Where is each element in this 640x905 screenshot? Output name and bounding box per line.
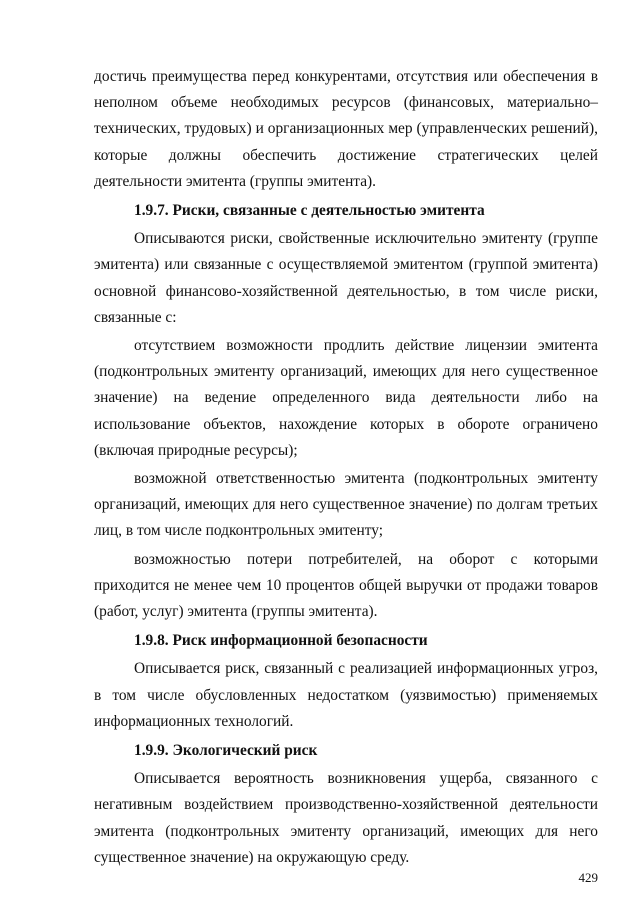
paragraph-continuation: достичь преимущества перед конкурентами, отсутствия или обеспечения в неполном объеме необходимых ресурсов (финансовых, материально–технических, трудовых) и организационных мер (управленческих решений), которые должны обеспечить достижение стратегических целей деятельности эмитента (группы эмитента).	[94, 68, 598, 190]
section-heading-1-9-7: 1.9.7. Риски, связанные с деятельностью эмитента	[134, 202, 485, 220]
section-heading-1-9-9: 1.9.9. Экологический риск	[134, 742, 318, 760]
paragraph-customer-loss-risk: возможностью потери потребителей, на оборот с которыми приходится не менее чем 10 процентов общей выручки от продажи товаров (работ, услуг) эмитента (группы эмитента).	[94, 550, 598, 621]
paragraph-license-risk: отсутствием возможности продлить действие лицензии эмитента (подконтрольных эмитенту организаций, имеющих для него существенное значение) на ведение определенного вида деятельности либо на использование объектов, нахождение которых в обороте ограничено (включая природные ресурсы);	[94, 337, 598, 459]
paragraph-information-security: Описывается риск, связанный с реализацией информационных угроз, в том числе обусловленных недостатком (уязвимостью) применяемых информационных технологий.	[94, 660, 598, 730]
section-heading-1-9-8: 1.9.8. Риск информационной безопасности	[134, 632, 428, 650]
paragraph-risks-intro: Описываются риски, свойственные исключительно эмитенту (группе эмитента) или связанные с осуществляемой эмитентом (группой эмитента) основной финансово-хозяйственной деятельностью, в том числе риски, связанные с:	[94, 230, 598, 326]
paragraph-liability-risk: возможной ответственностью эмитента (подконтрольных эмитенту организаций, имеющих для него существенное значение) по долгам третьих лиц, в том числе подконтрольных эмитенту;	[94, 470, 598, 540]
page-number: 429	[578, 870, 598, 885]
paragraph-ecological-risk: Описывается вероятность возникновения ущерба, связанного с негативным воздействием производственно-хозяйственной деятельности эмитента (подконтрольных эмитенту организаций, имеющих для него существенное значение) на окружающую среду.	[94, 770, 598, 866]
